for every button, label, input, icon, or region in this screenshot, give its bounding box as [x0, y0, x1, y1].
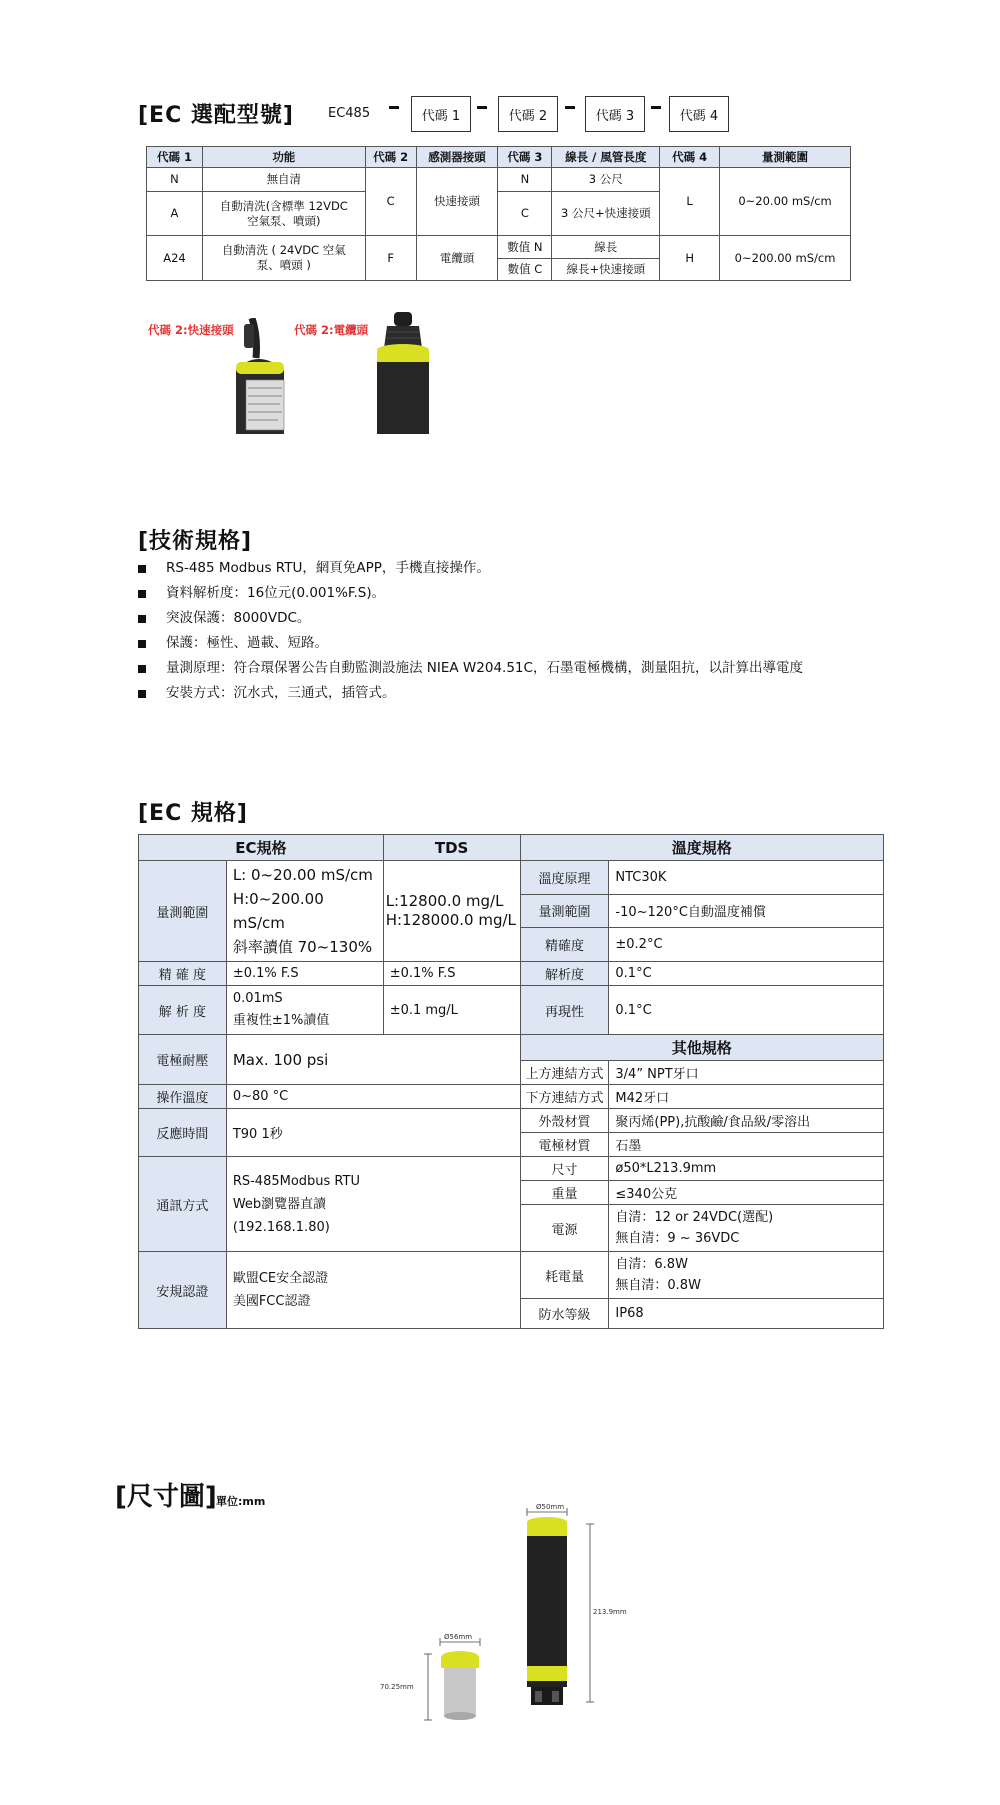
other-row-label: 外殼材質 [520, 1109, 609, 1133]
comm-line: Web瀏覽器直讀 [232, 1196, 327, 1212]
code3-value: N [498, 168, 552, 192]
table-row [139, 1109, 884, 1133]
header-cell: 量測範圍 [720, 147, 851, 168]
code4-desc: 0~20.00 mS/cm [720, 168, 851, 236]
code-box-4: 代碼 4 [669, 96, 729, 132]
dash-separator [477, 106, 487, 109]
list-item: 突波保護：8000VDC。 [138, 606, 803, 631]
code3-desc: 線長+快速接頭 [552, 259, 660, 281]
header-cell: 代碼 4 [660, 147, 720, 168]
comm-label: 通訊方式 [139, 1157, 227, 1252]
dash-separator [565, 106, 575, 109]
code3-value: 數值 N [498, 236, 552, 259]
other-row-label: 上方連結方式 [520, 1061, 609, 1085]
temp-row-label: 再現性 [520, 986, 609, 1035]
power-values [609, 1205, 884, 1252]
dim-cap-diameter: Ø56mm [444, 1633, 473, 1641]
temp-row-value: -10~120°C自動溫度補償 [609, 894, 884, 928]
table-row [139, 986, 884, 1035]
header-cell: 感測器接頭 [416, 147, 498, 168]
range-slope: 斜率讀值 70~130% [232, 938, 373, 956]
code3-value: C [498, 192, 552, 236]
cert-values [226, 1252, 520, 1329]
power-line: 自清：12 or 24VDC(選配) [615, 1210, 774, 1225]
code-box-3: 代碼 3 [585, 96, 645, 132]
code2-desc: 快速接頭 [416, 168, 498, 236]
list-item: 安裝方式：沉水式，三通式，插管式。 [138, 681, 803, 706]
temp-row-value: 0.1°C [609, 986, 884, 1035]
ec-spec-title: [EC 規格] [138, 801, 248, 826]
dims-title: [尺寸圖] [115, 1482, 217, 1512]
other-row-value: 3/4” NPT牙口 [609, 1061, 884, 1085]
code-box-1: 代碼 1 [411, 96, 471, 132]
list-item: 量測原理：符合環保署公告自動監測設施法 NIEA W204.51C，石墨電極機構，測量阻抗，以計算出導電度 [138, 656, 803, 681]
comm-values [226, 1157, 520, 1252]
temp-row-value: NTC30K [609, 861, 884, 895]
power-line: 無自清：9 ~ 36VDC [615, 1231, 740, 1246]
temp-spec-header: 溫度規格 [520, 835, 883, 861]
table-row [139, 1157, 884, 1181]
model-name: EC485 [328, 106, 371, 121]
ip-label: 防水等級 [520, 1299, 609, 1329]
other-row-label: 重量 [520, 1181, 609, 1205]
temp-row-label: 精確度 [520, 928, 609, 962]
consume-label: 耗電量 [520, 1252, 609, 1299]
power-label: 電源 [520, 1205, 609, 1252]
code1-function: 自動清洗 ( 24VDC 空氣泵、噴頭 ) [202, 236, 365, 281]
code1-value: A24 [147, 236, 203, 281]
table-row [139, 1252, 884, 1299]
ip-value: IP68 [609, 1299, 884, 1329]
comm-line: RS-485Modbus RTU [232, 1173, 360, 1189]
op-temp-label: 操作溫度 [139, 1085, 227, 1109]
code4-value: L [660, 168, 720, 236]
quick-connector-photo [222, 318, 294, 434]
consume-line: 自清：6.8W [615, 1257, 688, 1272]
other-spec-header: 其他規格 [520, 1035, 883, 1061]
other-row-value: 石墨 [609, 1133, 884, 1157]
other-row-value: M42牙口 [609, 1085, 884, 1109]
code4-value: H [660, 236, 720, 281]
header-cell: 功能 [202, 147, 365, 168]
dim-top-diameter: Ø50mm [536, 1503, 565, 1511]
temp-row-value: 0.1°C [609, 962, 884, 986]
code1-function: 無自清 [202, 168, 365, 192]
range-label: 量測範圍 [139, 861, 227, 962]
tds-header: TDS [383, 835, 520, 861]
dim-cap-height: 70.25mm [380, 1683, 414, 1691]
tds-resolution: ±0.1 mg/L [383, 986, 520, 1035]
tds-range-l: L:12800.0 mg/L [385, 892, 504, 910]
other-row-value: 聚丙烯(PP),抗酸鹼/食品級/零溶出 [609, 1109, 884, 1133]
caption-quick-connector: 代碼 2:快速接頭 [148, 323, 234, 337]
dimension-drawing [380, 1502, 630, 1742]
header-cell: 代碼 2 [365, 147, 416, 168]
table-row [139, 962, 884, 986]
response-label: 反應時間 [139, 1109, 227, 1157]
ec-spec-table [138, 834, 884, 1329]
accuracy-label: 精 確 度 [139, 962, 227, 986]
list-item: 資料解析度：16位元(0.001%F.S)。 [138, 581, 803, 606]
comm-line: (192.168.1.80) [232, 1219, 330, 1235]
header-cell: 代碼 1 [147, 147, 203, 168]
temp-row-label: 溫度原理 [520, 861, 609, 895]
table-row [147, 236, 851, 259]
temp-row-label: 解析度 [520, 962, 609, 986]
ec-spec-header: EC規格 [139, 835, 384, 861]
temp-row-label: 量測範圍 [520, 894, 609, 928]
other-row-label: 電極材質 [520, 1133, 609, 1157]
resolution-main: 0.01mS [232, 991, 283, 1006]
tds-accuracy: ±0.1% F.S [383, 962, 520, 986]
tds-range [383, 861, 520, 962]
pressure-value: Max. 100 psi [226, 1035, 520, 1085]
range-l: L: 0~20.00 mS/cm [232, 866, 373, 884]
other-row-label: 尺寸 [520, 1157, 609, 1181]
dims-unit: 單位:mm [216, 1495, 266, 1508]
table-header-row [147, 147, 851, 168]
resolution-label: 解 析 度 [139, 986, 227, 1035]
table-row [139, 861, 884, 895]
other-row-label: 下方連結方式 [520, 1085, 609, 1109]
table-row [147, 168, 851, 192]
accuracy-value: ±0.1% F.S [226, 962, 383, 986]
resolution-value [226, 986, 383, 1035]
pressure-label: 電極耐壓 [139, 1035, 227, 1085]
selection-title: [EC 選配型號] [138, 103, 294, 128]
code1-value: N [147, 168, 203, 192]
temp-row-value: ±0.2°C [609, 928, 884, 962]
op-temp-value: 0~80 °C [226, 1085, 520, 1109]
caption-cable-head: 代碼 2:電纜頭 [294, 323, 369, 337]
other-row-value: ø50*L213.9mm [609, 1157, 884, 1181]
header-cell: 線長 / 風管長度 [552, 147, 660, 168]
table-row [139, 1085, 884, 1109]
cable-head-photo [370, 312, 436, 434]
dash-separator [651, 106, 661, 109]
code2-value: C [365, 168, 416, 236]
code2-value: F [365, 236, 416, 281]
tech-title: [技術規格] [138, 529, 253, 554]
consume-line: 無自清：0.8W [615, 1278, 701, 1293]
list-item: 保護：極性、過載、短路。 [138, 631, 803, 656]
code3-desc: 3 公尺+快速接頭 [552, 192, 660, 236]
tds-range-h: H:128000.0 mg/L [385, 911, 516, 929]
code3-desc: 3 公尺 [552, 168, 660, 192]
code2-desc: 電纜頭 [416, 236, 498, 281]
cert-line: 美國FCC認證 [232, 1294, 311, 1309]
resolution-repeat: 重複性±1%讀值 [232, 1013, 330, 1028]
code1-value: A [147, 192, 203, 236]
other-row-value: ≤340公克 [609, 1181, 884, 1205]
response-value: T90 1秒 [226, 1109, 520, 1157]
code3-value: 數值 C [498, 259, 552, 281]
tech-spec-list [138, 556, 803, 706]
selection-table [146, 146, 851, 281]
table-row [139, 1035, 884, 1061]
cert-label: 安規認證 [139, 1252, 227, 1329]
dash-separator [389, 106, 399, 109]
range-values [226, 861, 383, 962]
consume-values [609, 1252, 884, 1299]
dim-length: 213.9mm [593, 1608, 627, 1616]
code4-desc: 0~200.00 mS/cm [720, 236, 851, 281]
table-row [139, 835, 884, 861]
code-box-2: 代碼 2 [498, 96, 558, 132]
list-item: RS-485 Modbus RTU，網頁免APP，手機直接操作。 [138, 556, 803, 581]
range-h: H:0~200.00 mS/cm [232, 890, 324, 932]
code1-function: 自動清洗(含標準 12VDC 空氣泵、噴頭) [202, 192, 365, 236]
cert-line: 歐盟CE安全認證 [232, 1271, 329, 1286]
header-cell: 代碼 3 [498, 147, 552, 168]
code3-desc: 線長 [552, 236, 660, 259]
